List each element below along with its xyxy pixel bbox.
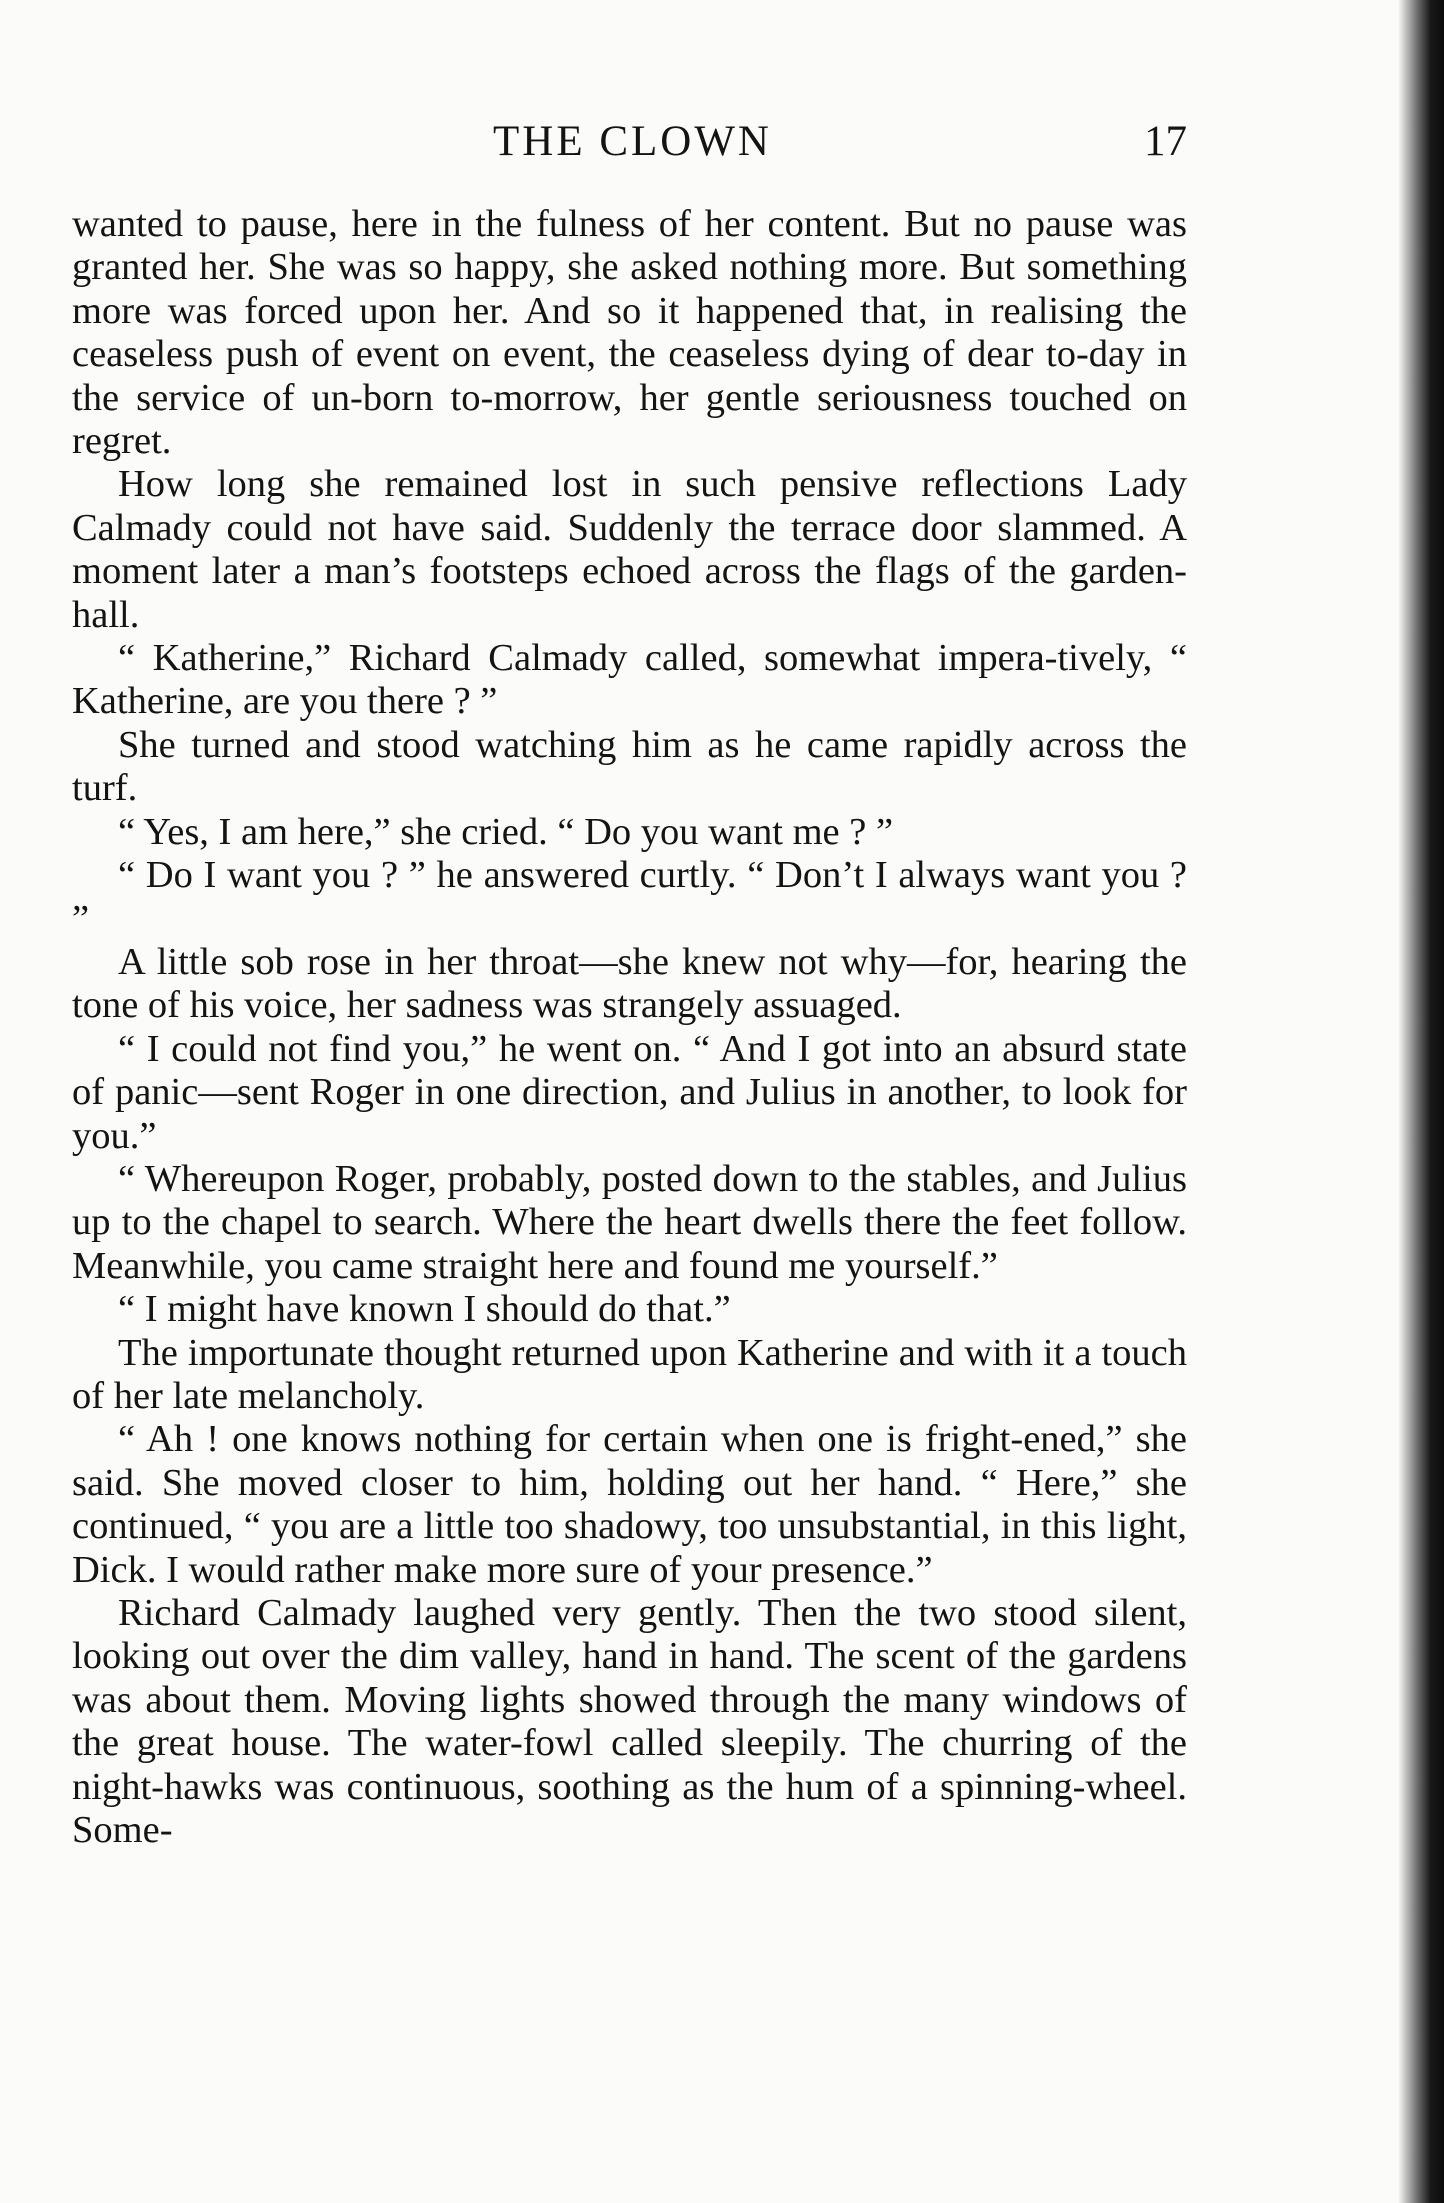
paragraph: “ Yes, I am here,” she cried. “ Do you want me ? ” (118, 810, 894, 853)
paragraph: “ Katherine,” Richard Calmady called, somewhat impera-tively, “ Katherine, are you there ? ” (72, 637, 1187, 723)
paragraph-continued: wanted to pause, here in the fulness of her content. But no pause was granted her. She was so happy, she asked nothing more. But something more was forced upon her. And so it happened that, in realising the ceaseless push of event on event, the ceaseless dying of dear to-day in the service of un-born to-morrow, her gentle seriousness touched on regret. (72, 203, 1187, 463)
page-number: 17 (1144, 118, 1187, 165)
paragraph: “ I might have known I should do that.” (118, 1288, 731, 1331)
page-edge-shadow (1398, 0, 1444, 2203)
paragraph: A little sob rose in her throat—she knew not why—for, hearing the tone of his voice, her sadness was strangely assuaged. (72, 940, 1187, 1027)
paragraph: The importunate thought returned upon Katherine and with it a touch of her late melancholy. (72, 1331, 1187, 1417)
paragraph: “ Ah ! one knows nothing for certain when one is fright-ened,” she said. She moved closer to him, holding out her hand. “ Here,” she continued, “ you are a little too shadowy, too unsubstantial, in this light, Dick. I would rather make more sure of your presence.” (72, 1418, 1187, 1591)
paragraph: “ Whereupon Roger, probably, posted down to the stables, and Julius up to the chapel to search. Where the heart dwells there the feet follow. Meanwhile, you came straight here and found me yourself.” (72, 1157, 1187, 1287)
paragraph: Richard Calmady laughed very gently. Then the two stood silent, looking out over the dim valley, hand in hand. The scent of the gardens was about them. Moving lights showed through the many windows of the great house. The water-fowl called sleepily. The churring of the night-hawks was continuous, soothing as the hum of a spinning-wheel. Some- (72, 1592, 1187, 1852)
paragraph: How long she remained lost in such pensive reflections Lady Calmady could not have said. Suddenly the terrace door slammed. A moment later a man’s footsteps echoed across the flags of the garden-hall. (72, 463, 1187, 636)
paragraph: “ Do I want you ? ” he answered curtly. “ Don’t I always want you ? ” (72, 854, 1187, 940)
paragraph: “ I could not find you,” he went on. “ And I got into an absurd state of panic—sent Roger in one direction, and Julius in another, to look for you.” (72, 1027, 1187, 1157)
running-title: THE CLOWN (493, 118, 772, 165)
body-text (72, 203, 1187, 1852)
paragraph: She turned and stood watching him as he came rapidly across the turf. (72, 723, 1187, 810)
page-header (70, 112, 1195, 172)
